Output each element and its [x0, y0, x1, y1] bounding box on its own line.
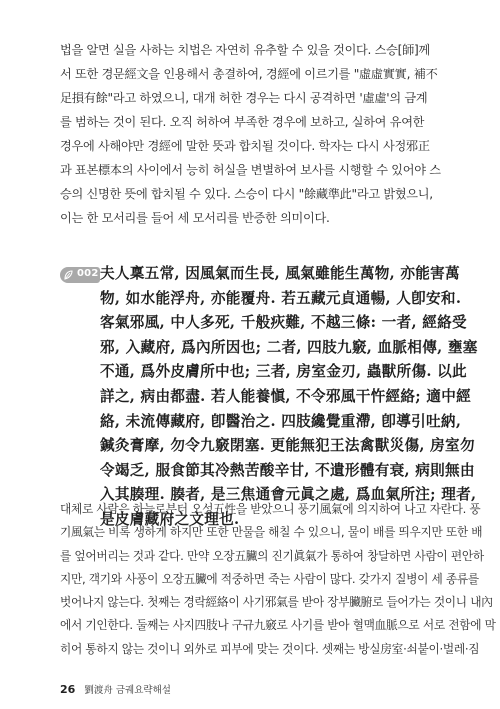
commentary-line: 기風氣는 비록 생하게 하지만 또한 만물을 해칠 수 있으니, 물이 배를 띄우지만 또한 배	[60, 525, 483, 540]
commentary-line: 이는 한 모서리를 들어 세 모서리를 반증한 의미이다.	[60, 211, 330, 225]
commentary-bottom	[60, 498, 496, 661]
original-line: 鍼灸膏摩, 勿令九竅閉塞. 更能無犯王法禽獸災傷, 房室勿	[100, 437, 475, 455]
commentary-line: 足損有餘"라고 하였으니, 대개 허한 경우는 다시 공격하면 '虛虛'의 금계	[60, 91, 428, 105]
commentary-line: 법을 알면 실을 사하는 치법은 자연히 유추할 수 있을 것이다. 스승[師]께	[60, 43, 430, 57]
commentary-line: 히어 통하지 않는 것이니 외外로 피부에 맞는 것이다. 셋째는 방실房室·쇠붙이·벌레·짐	[60, 641, 480, 656]
commentary-line: 지만, 객기와 사풍이 오장五臟에 적중하면 죽는 사람이 많다. 갖가지 질병이 세 종류를	[60, 571, 479, 586]
commentary-line: 에서 기인한다. 둘째는 사지四肢나 구규九竅로 사기를 받아 혈맥血脈으로 서로 전함에 막	[60, 618, 496, 633]
commentary-line: 과 표본標本의 사이에서 능히 허실을 변별하여 보사를 시행할 수 있어야 스	[60, 163, 441, 177]
page-number: 26	[60, 683, 76, 696]
original-line: 絡, 未流傳藏府, 卽醫治之. 四肢纔覺重滯, 卽導引吐納,	[100, 412, 462, 430]
commentary-line: 경우에 사해야만 경經에 말한 뜻과 합치될 것이다. 학자는 다시 사정邪正	[60, 139, 430, 153]
original-line: 不通, 爲外皮膚所中也; 三者, 房室金刃, 蟲獸所傷. 以此	[100, 363, 467, 381]
page-footer	[60, 682, 171, 696]
original-line: 邪, 入藏府, 爲內所因也; 二者, 四肢九竅, 血脈相傳, 壅塞	[100, 338, 478, 356]
original-line: 是皮膚藏府之文理也.	[100, 510, 240, 528]
original-line: 令竭乏, 服食節其冷熱苦酸辛甘, 不遺形體有衰, 病則無由	[100, 461, 475, 479]
commentary-line: 대체로 사람은 하늘로부터 오성五性을 받았으니 풍기風氣에 의지하여 나고 자란다. 풍	[60, 502, 481, 516]
commentary-line: 를 범하는 것이 된다. 오직 허하여 부족한 경우에 보하고, 실하여 유여한	[60, 115, 425, 129]
commentary-line: 를 엎어버리는 것과 같다. 만약 오장五臟의 진기眞氣가 통하여 창달하면 사람이 편안하	[60, 548, 484, 563]
original-line: 詳之, 病由都盡. 若人能養愼, 不令邪風干忤經絡; 適中經	[100, 387, 472, 405]
leaf-icon	[64, 270, 73, 280]
original-line: 入其腠理. 腠者, 是三焦通會元眞之處, 爲血氣所注; 理者,	[100, 486, 477, 504]
book-title: 劉渡舟 금궤요략해설	[84, 685, 171, 696]
original-text	[100, 262, 478, 533]
section-number: 002	[77, 268, 99, 279]
original-line: 夫人稟五常, 因風氣而生長, 風氣雖能生萬物, 亦能害萬	[100, 265, 460, 282]
section-badge	[60, 267, 100, 283]
original-line: 客氣邪風, 中人多死, 千般疢難, 不越三條: 一者, 經絡受	[100, 314, 467, 332]
original-line: 物, 如水能浮舟, 亦能覆舟. 若五藏元貞通暢, 人卽安和.	[100, 289, 462, 307]
commentary-line: 벗어나지 않는다. 첫째는 경락經絡이 사기邪氣를 받아 장부臟腑로 들어가는 것이니 내內	[60, 595, 493, 610]
commentary-line: 승의 신명한 뜻에 합치될 수 있다. 스승이 다시 "餘藏準此"라고 밝혔으니,	[60, 187, 433, 201]
commentary-top	[60, 38, 460, 230]
commentary-line: 서 또한 경문經文을 인용해서 총결하여, 경經에 이르기를 "虛虛實實, 補不	[60, 67, 438, 81]
